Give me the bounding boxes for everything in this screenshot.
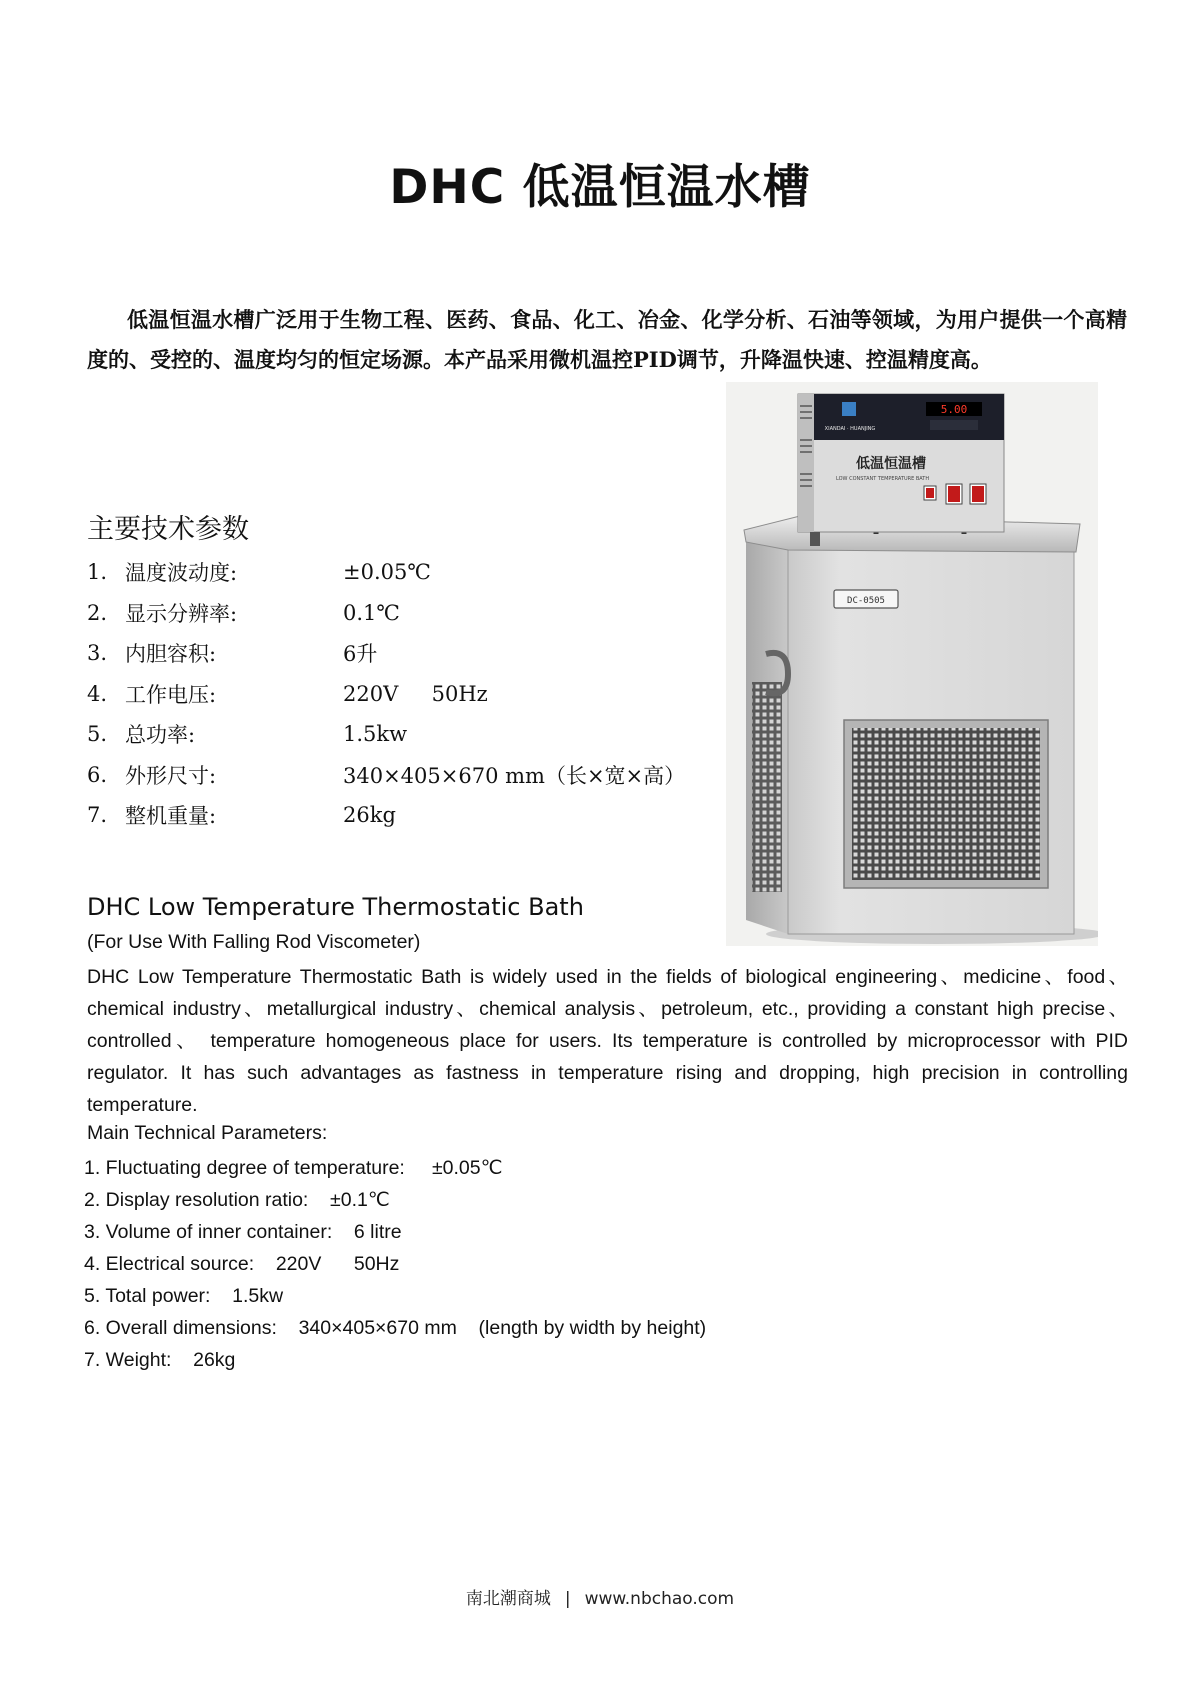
param-row-en: 3. Volume of inner container: 6 litre — [84, 1221, 402, 1243]
params-heading-en: Main Technical Parameters: — [87, 1122, 328, 1144]
param-row-cn — [87, 795, 707, 836]
nameplate-text-en: LOW CONSTANT TEMPERATURE BATH — [836, 476, 930, 482]
param-row-cn — [87, 552, 707, 593]
param-row-cn — [87, 755, 707, 796]
thermostatic-bath-illustration — [726, 382, 1098, 946]
front-grille — [852, 728, 1040, 880]
page-title: DHC 低温恒温水槽 — [389, 160, 811, 215]
param-label: 外形尺寸: — [125, 763, 217, 788]
param-row-en: 4. Electrical source: 220V 50Hz — [84, 1253, 400, 1275]
param-value: 0.1℃ — [343, 600, 400, 625]
footer-site-name: 南北潮商城 — [465, 1589, 551, 1609]
param-row-en: 2. Display resolution ratio: ±0.1℃ — [84, 1189, 390, 1211]
param-row-cn — [87, 714, 707, 755]
brand-logo-icon — [842, 402, 856, 416]
param-row-en: 1. Fluctuating degree of temperature: ±0.05℃ — [84, 1157, 503, 1179]
param-row-cn — [87, 674, 707, 715]
param-number: 6. — [87, 762, 108, 787]
param-number: 1. — [87, 560, 108, 585]
nameplate-text: 低温恒温槽 — [856, 456, 926, 472]
footer-separator: | — [564, 1589, 571, 1609]
param-row-cn — [87, 633, 707, 674]
page-footer — [0, 1584, 1200, 1609]
display-panel — [814, 394, 1004, 440]
param-label: 显示分辨率: — [125, 601, 238, 626]
footer-url[interactable]: www.nbchao.com — [584, 1589, 735, 1609]
params-heading-cn: 主要技术参数 — [87, 514, 249, 545]
params-list-en — [84, 1152, 706, 1376]
param-label: 工作电压: — [125, 682, 217, 707]
param-value: 1.5kw — [343, 722, 408, 747]
param-number: 2. — [87, 600, 108, 625]
param-value: 340×405×670 mm（长×宽×高） — [343, 763, 686, 788]
param-number: 7. — [87, 803, 108, 828]
params-list-cn — [87, 552, 707, 836]
param-value: 220V 50Hz — [343, 681, 488, 706]
param-number: 3. — [87, 641, 108, 666]
brand-text: XIANDAI · HUANJING — [824, 426, 876, 432]
product-photo — [726, 382, 1098, 946]
param-row-en: 7. Weight: 26kg — [84, 1349, 236, 1371]
param-row-en: 6. Overall dimensions: 340×405×670 mm (length by width by height) — [84, 1317, 707, 1339]
temperature-display: 5.00 — [940, 403, 968, 416]
param-value: ±0.05℃ — [343, 560, 431, 585]
param-value: 26kg — [343, 803, 396, 828]
english-subtitle: (For Use With Falling Rod Viscometer) — [87, 931, 421, 953]
english-title: DHC Low Temperature Thermostatic Bath — [87, 893, 584, 921]
param-label: 整机重量: — [125, 804, 217, 829]
param-row-cn — [87, 593, 707, 634]
english-description: DHC Low Temperature Thermostatic Bath is widely used in the fields of biological engineering、medicine、food、chemical industry、metallurgical industry、chemical analysis、petroleum, etc., providing a constant high precise、controlled、 temperature homogeneous place for users. Its temperature is controlled by microprocessor with PID regulator. It has such advantages as fastness in temperature rising and dropping, high precision in controlling temperature. — [87, 966, 1128, 1116]
param-label: 温度波动度: — [125, 561, 238, 586]
param-number: 4. — [87, 681, 108, 706]
param-row-en: 5. Total power: 1.5kw — [84, 1285, 284, 1307]
intro-paragraph-cn: 低温恒温水槽广泛用于生物工程、医药、食品、化工、冶金、化学分析、石油等领域，为用户提供一个高精度的、受控的、温度均匀的恒定场源。本产品采用微机温控PID调节，升降温快速、控温精度高。 — [87, 307, 1127, 372]
param-value: 6升 — [343, 642, 378, 667]
param-label: 总功率: — [125, 723, 196, 748]
param-number: 5. — [87, 722, 108, 747]
model-label-text: DC-0505 — [847, 596, 885, 606]
param-label: 内胆容积: — [125, 642, 217, 667]
